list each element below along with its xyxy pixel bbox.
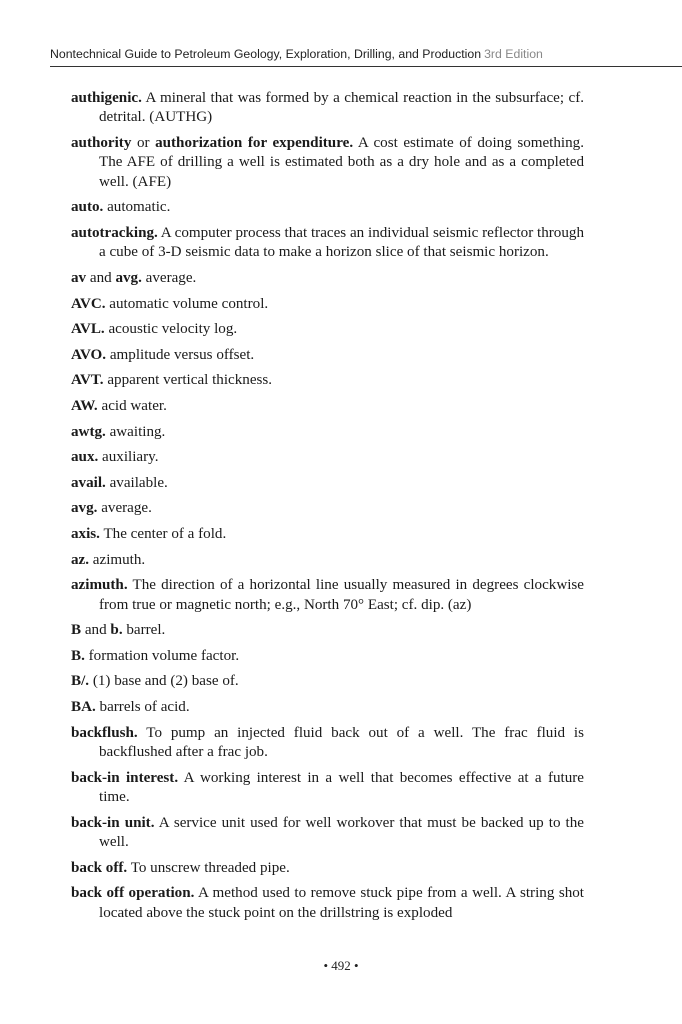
term: BA. [71,698,96,715]
glossary-entry [71,884,584,923]
glossary-entry [71,698,584,717]
running-header [50,47,682,67]
term: authority [71,135,132,151]
term: axis. [71,525,100,542]
glossary-entry [71,89,584,128]
term: aux. [71,449,99,466]
glossary-entry [71,269,584,288]
definition: average. [141,270,197,286]
definition: A service unit used for well workover that must be backed up to the well. [99,814,584,850]
page-number: • 492 • [323,958,359,973]
definition: acid water. [97,397,167,414]
term: avg. [71,500,98,517]
term: back off operation. [71,885,195,902]
term: azimuth. [71,577,128,594]
glossary-entry [71,769,584,808]
term: back off. [71,859,128,876]
definition: automatic volume control. [105,295,269,312]
term: AVO. [71,346,107,363]
book-title: Nontechnical Guide to Petroleum Geology, Exploration, Drilling, and Production [50,47,482,61]
term: b. [110,622,123,639]
connector: or [131,135,156,151]
glossary-entry [71,198,584,217]
term: authorization for expenditure. [155,135,354,151]
definition: azimuth. [89,551,146,568]
connector: and [86,270,116,286]
glossary-entry [71,859,584,878]
definition: formation volume factor. [84,647,240,664]
term: backflush. [71,724,138,741]
glossary-entry [71,224,584,263]
definition: acoustic velocity log. [104,321,238,338]
connector: and [81,622,111,639]
definition: The center of a fold. [99,525,227,542]
definition: auxiliary. [98,449,159,466]
definition: A cost estimate of doing something. The AFE of drilling a well is estimated both as a dry hole and as a completed well. (AFE) [99,135,584,190]
glossary-entry [71,474,584,493]
definition: barrels of acid. [95,698,190,715]
term: AVT. [71,372,104,389]
definition: A computer process that traces an individual seismic reflector through a cube of 3-D seismic data to make a horizon slice of that seismic horizon. [99,225,584,261]
definition: A mineral that was formed by a chemical reaction in the subsurface; cf. detrital. (AUTHG) [99,90,584,126]
glossary-entry [71,621,584,640]
term: AW. [71,397,98,414]
term: AVL. [71,321,105,338]
glossary-entry [71,724,584,763]
glossary-entry [71,397,584,416]
term: avail. [71,474,106,491]
term: authigenic. [71,90,142,106]
edition-label: 3rd Edition [484,47,543,61]
term: B/. [71,673,90,690]
definition: To unscrew threaded pipe. [127,859,290,876]
term: autotracking. [71,225,158,241]
term: B [71,622,82,639]
term: avg. [115,270,142,286]
definition: automatic. [103,199,171,216]
definition: apparent vertical thickness. [103,372,273,389]
term: awtg. [71,423,106,440]
term: av [71,270,87,286]
term: auto. [71,199,104,216]
definition: average. [97,500,152,517]
term: az. [71,551,90,568]
glossary-entry [71,576,584,615]
term: back-in interest. [71,769,179,786]
glossary-entry [71,371,584,390]
definition: amplitude versus offset. [106,346,255,363]
glossary-entry [71,423,584,442]
glossary-entry [71,525,584,544]
definition: (1) base and (2) base of. [89,673,239,690]
definition: A method used to remove stuck pipe from a well. A string shot located above the stuck point on the drillstring is exploded [99,885,584,921]
definition: A working interest in a well that becomes effective at a future time. [99,769,584,805]
glossary-entry [71,814,584,853]
term: AVC. [71,295,106,312]
definition: awaiting. [105,423,166,440]
glossary-entry [71,295,584,314]
glossary-entry [71,448,584,467]
definition: barrel. [122,622,166,639]
definition: To pump an injected fluid back out of a well. The frac fluid is backflushed after a frac job. [99,724,584,760]
glossary-entries [71,89,584,929]
glossary-entry [71,672,584,691]
glossary-entry [71,647,584,666]
term: back-in unit. [71,814,155,831]
glossary-entry [71,551,584,570]
term: B. [71,647,85,664]
glossary-entry [71,134,584,192]
glossary-entry [71,320,584,339]
definition: available. [105,474,168,491]
glossary-entry [71,499,584,518]
definition: The direction of a horizontal line usually measured in degrees clockwise from true or magnetic north; e.g., North 70° East; cf. dip. (az) [99,577,584,613]
glossary-entry [71,346,584,365]
